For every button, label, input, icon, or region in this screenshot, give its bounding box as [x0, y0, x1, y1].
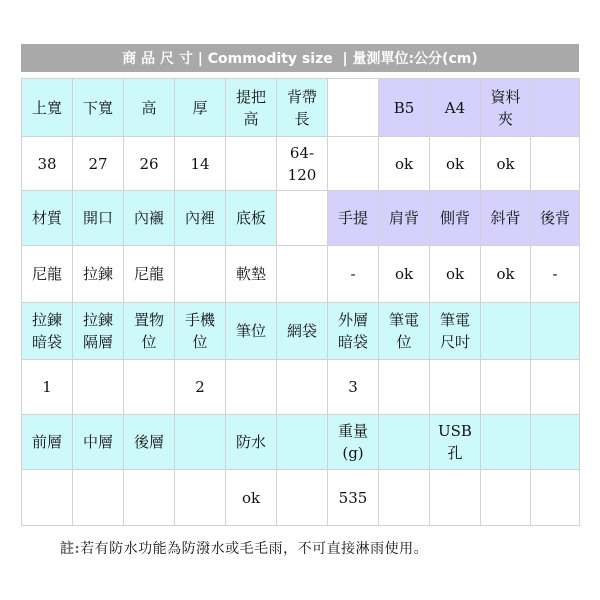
label-cell — [531, 303, 580, 360]
label-cell — [531, 415, 580, 470]
value-cell — [22, 470, 73, 526]
value-cell: 3 — [328, 360, 379, 415]
value-cell — [379, 470, 430, 526]
label-cell: 斜背 — [481, 191, 531, 246]
label-cell — [481, 303, 531, 360]
label-cell: B5 — [379, 79, 430, 137]
footnote-text: 若有防水功能為防潑水或毛毛雨，不可直接淋雨使用。 — [80, 541, 429, 557]
value-cell — [226, 360, 277, 415]
label-cell — [277, 191, 328, 246]
label-cell — [328, 79, 379, 137]
value-cell: 尼龍 — [22, 246, 73, 303]
value-cell — [73, 360, 124, 415]
value-cell — [175, 246, 226, 303]
table-label-row — [22, 191, 580, 246]
label-cell: 筆電 位 — [379, 303, 430, 360]
value-cell — [481, 360, 531, 415]
label-cell: 開口 — [73, 191, 124, 246]
size-header-bar — [21, 44, 579, 72]
value-cell — [430, 360, 481, 415]
label-cell: A4 — [430, 79, 481, 137]
label-cell: 肩背 — [379, 191, 430, 246]
label-cell: 側背 — [430, 191, 481, 246]
value-cell: ok — [379, 246, 430, 303]
label-cell: 拉鍊 暗袋 — [22, 303, 73, 360]
label-cell: 重量 (g) — [328, 415, 379, 470]
value-cell: 535 — [328, 470, 379, 526]
commodity-size-table — [21, 78, 580, 526]
value-cell — [277, 360, 328, 415]
label-cell: 下寬 — [73, 79, 124, 137]
value-cell: 38 — [22, 137, 73, 191]
table-label-row — [22, 415, 580, 470]
label-cell: 中層 — [73, 415, 124, 470]
value-cell: 27 — [73, 137, 124, 191]
value-cell: ok — [226, 470, 277, 526]
value-cell: ok — [430, 137, 481, 191]
value-cell — [226, 137, 277, 191]
label-cell — [175, 415, 226, 470]
value-cell: 14 — [175, 137, 226, 191]
value-cell — [277, 246, 328, 303]
value-cell: - — [328, 246, 379, 303]
value-cell — [277, 470, 328, 526]
table-value-row — [22, 470, 580, 526]
label-cell: 後背 — [531, 191, 580, 246]
label-cell: USB 孔 — [430, 415, 481, 470]
value-cell — [73, 470, 124, 526]
label-cell: 網袋 — [277, 303, 328, 360]
value-cell: 26 — [124, 137, 175, 191]
value-cell — [124, 470, 175, 526]
table-value-row — [22, 360, 580, 415]
footnote-prefix: 註: — [60, 541, 81, 557]
label-cell: 材質 — [22, 191, 73, 246]
value-cell: 2 — [175, 360, 226, 415]
label-cell: 內裡 — [175, 191, 226, 246]
label-cell: 背帶 長 — [277, 79, 328, 137]
value-cell — [328, 137, 379, 191]
table-label-row — [22, 303, 580, 360]
size-header-title: 商 品 尺 寸 | Commodity size | 量測單位:公分(cm) — [122, 51, 478, 67]
label-cell: 內襯 — [124, 191, 175, 246]
value-cell: 64- 120 — [277, 137, 328, 191]
label-cell: 外層 暗袋 — [328, 303, 379, 360]
value-cell: 軟墊 — [226, 246, 277, 303]
label-cell: 置物 位 — [124, 303, 175, 360]
value-cell — [481, 470, 531, 526]
value-cell: ok — [379, 137, 430, 191]
label-cell: 筆電 尺吋 — [430, 303, 481, 360]
value-cell: 拉鍊 — [73, 246, 124, 303]
value-cell: 1 — [22, 360, 73, 415]
label-cell: 高 — [124, 79, 175, 137]
value-cell — [531, 137, 580, 191]
label-cell: 拉鍊 隔層 — [73, 303, 124, 360]
value-cell: ok — [481, 137, 531, 191]
label-cell: 前層 — [22, 415, 73, 470]
label-cell — [379, 415, 430, 470]
label-cell: 後層 — [124, 415, 175, 470]
label-cell — [481, 415, 531, 470]
value-cell — [430, 470, 481, 526]
label-cell — [277, 415, 328, 470]
table-label-row — [22, 79, 580, 137]
table-value-row — [22, 246, 580, 303]
table-value-row — [22, 137, 580, 191]
label-cell: 厚 — [175, 79, 226, 137]
footnote — [60, 538, 428, 558]
label-cell: 上寬 — [22, 79, 73, 137]
value-cell: ok — [430, 246, 481, 303]
value-cell — [531, 360, 580, 415]
value-cell — [124, 360, 175, 415]
label-cell: 筆位 — [226, 303, 277, 360]
value-cell — [379, 360, 430, 415]
label-cell: 提把 高 — [226, 79, 277, 137]
label-cell: 手提 — [328, 191, 379, 246]
value-cell: ok — [481, 246, 531, 303]
label-cell: 資料 夾 — [481, 79, 531, 137]
value-cell — [531, 470, 580, 526]
label-cell — [531, 79, 580, 137]
value-cell — [175, 470, 226, 526]
label-cell: 手機 位 — [175, 303, 226, 360]
label-cell: 底板 — [226, 191, 277, 246]
value-cell: 尼龍 — [124, 246, 175, 303]
label-cell: 防水 — [226, 415, 277, 470]
value-cell: - — [531, 246, 580, 303]
